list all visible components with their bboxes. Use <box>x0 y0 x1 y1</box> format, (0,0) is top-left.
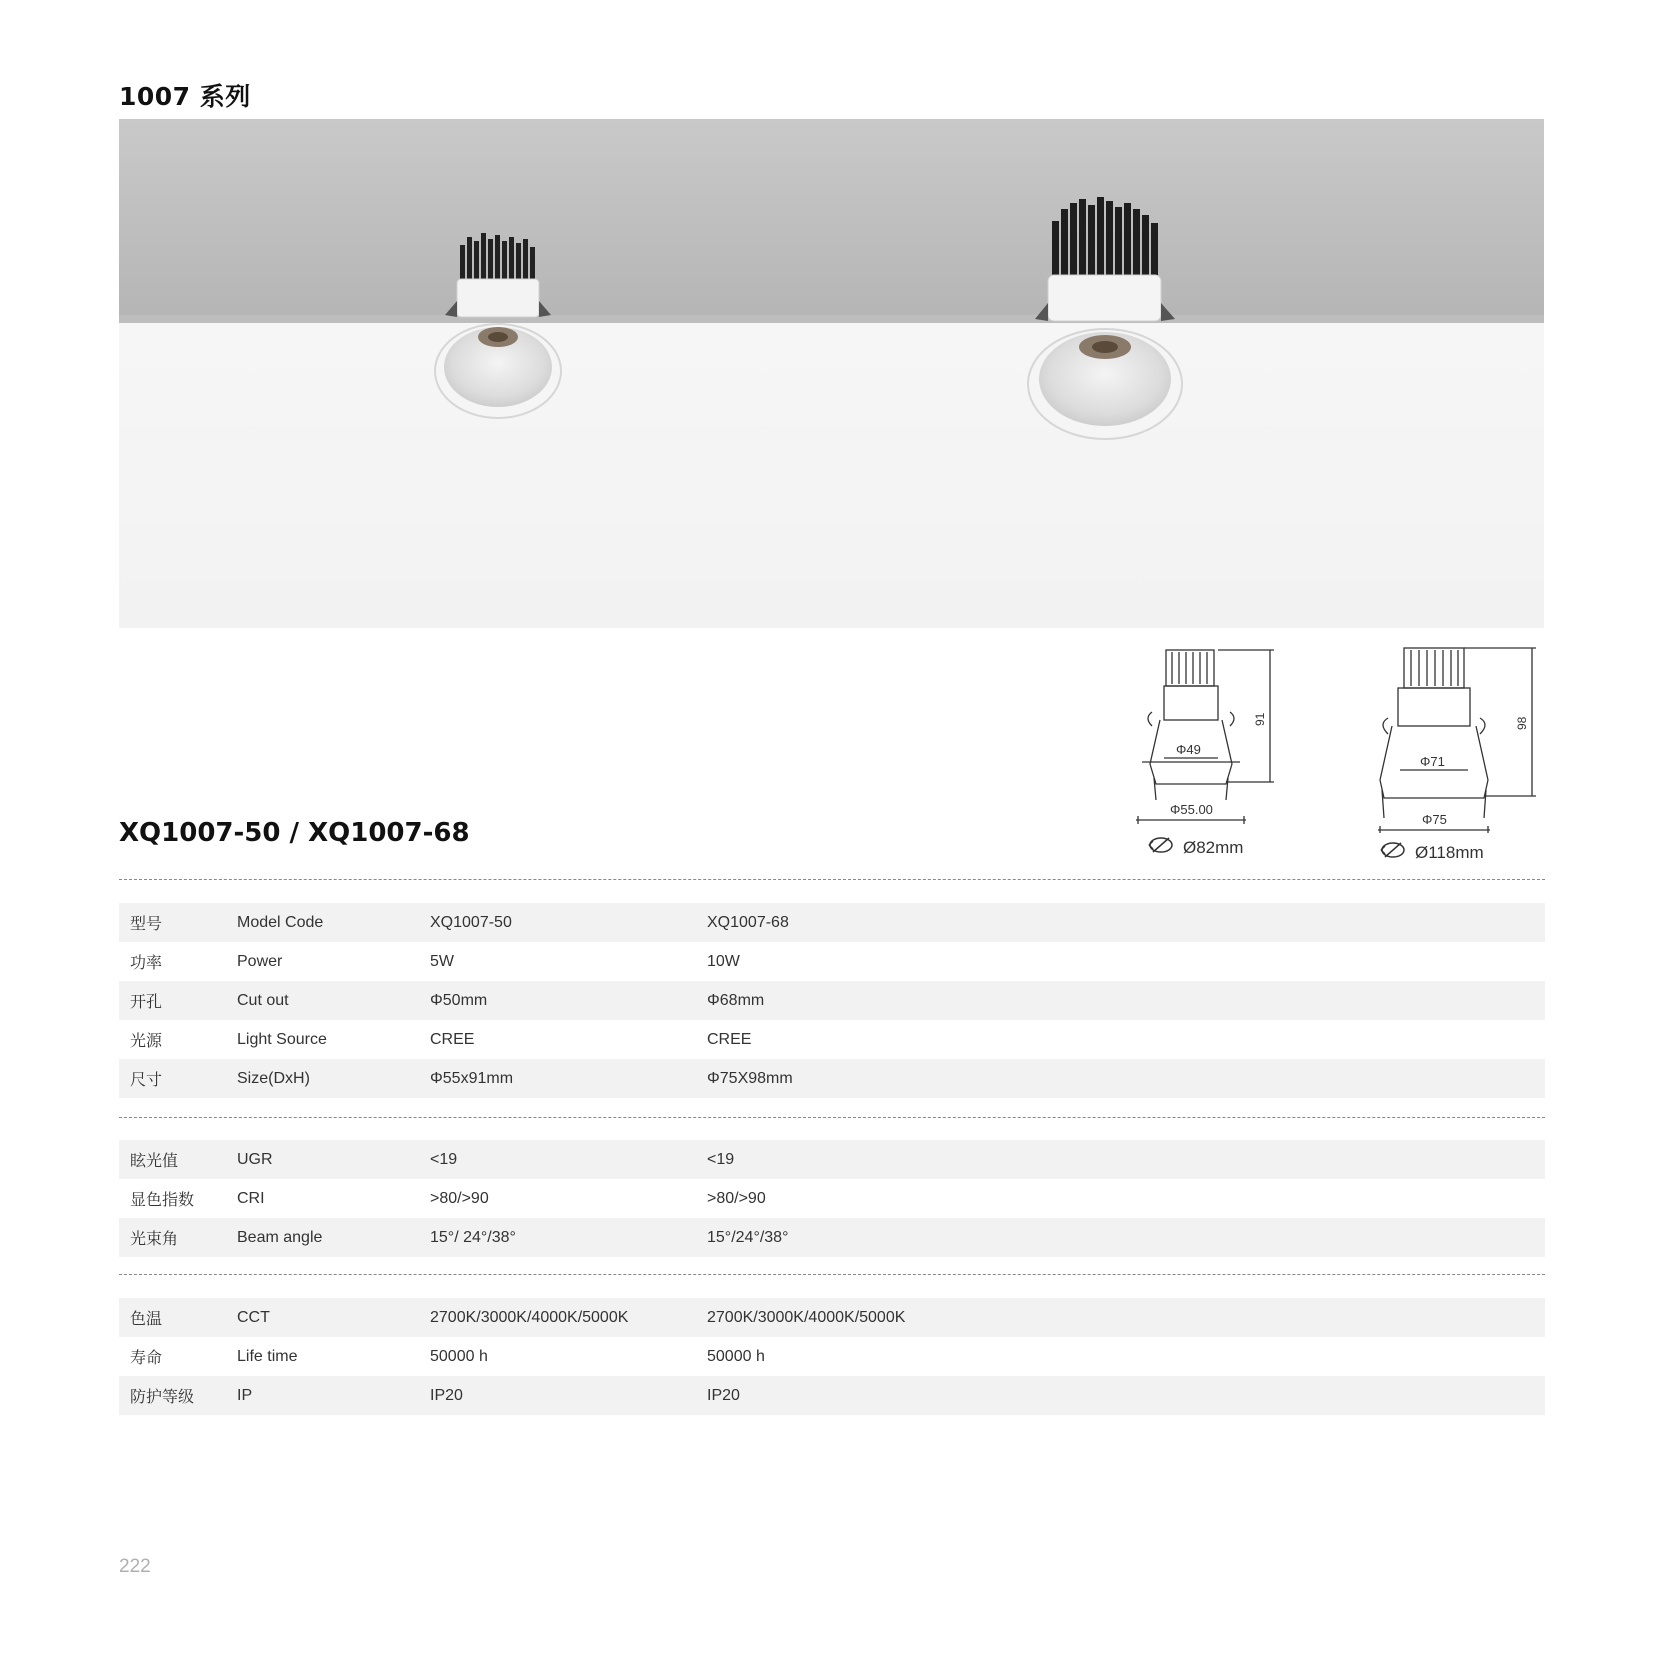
spec-label-en: Power <box>237 952 283 970</box>
spec-value-model-68: XQ1007-68 <box>707 913 789 931</box>
spec-value-model-50: <19 <box>430 1150 458 1168</box>
drawing-outer-diameter: Φ75 <box>1422 812 1447 827</box>
table-row <box>119 903 1545 942</box>
section-divider <box>119 879 1545 880</box>
drawing-height-label: 98 <box>1515 716 1529 730</box>
product-photo <box>119 119 1544 628</box>
spec-label-zh: 光束角 <box>130 1229 179 1248</box>
drawing-height-label: 91 <box>1253 712 1267 726</box>
spec-value-model-68: 50000 h <box>707 1347 765 1365</box>
cutout-label-small <box>1147 836 1243 859</box>
cutout-icon <box>1147 836 1175 859</box>
spec-value-model-50: Φ55x91mm <box>430 1069 514 1087</box>
spec-value-model-50: 2700K/3000K/4000K/5000K <box>430 1308 629 1326</box>
spec-label-en: Cut out <box>237 991 289 1009</box>
spec-value-model-68: IP20 <box>707 1386 740 1404</box>
spec-label-zh: 尺寸 <box>130 1070 163 1089</box>
cutout-icon <box>1379 841 1407 864</box>
drawing-inner-diameter: Φ49 <box>1176 742 1201 757</box>
table-row <box>119 1140 1545 1179</box>
spec-value-model-50: XQ1007-50 <box>430 913 512 931</box>
spec-label-zh: 色温 <box>130 1309 163 1328</box>
technical-drawing-small <box>1130 644 1280 824</box>
spec-group-other <box>119 1298 1545 1415</box>
spec-value-model-50: Φ50mm <box>430 991 488 1009</box>
spec-label-en: Light Source <box>237 1030 327 1048</box>
cutout-value: Ø118mm <box>1415 842 1484 862</box>
spec-value-model-68: >80/>90 <box>707 1189 766 1207</box>
table-row <box>119 1337 1545 1376</box>
cutout-label-large <box>1379 841 1484 864</box>
drawing-inner-diameter: Φ71 <box>1420 754 1445 769</box>
series-title: 1007 系列 <box>119 82 251 111</box>
spec-label-en: UGR <box>237 1150 273 1168</box>
spec-label-en: CRI <box>237 1189 265 1207</box>
spec-label-en: Life time <box>237 1347 298 1365</box>
spec-value-model-68: 10W <box>707 952 740 970</box>
spec-group-basic <box>119 903 1545 1098</box>
spec-label-en: CCT <box>237 1308 270 1326</box>
spec-label-zh: 寿命 <box>130 1348 163 1367</box>
section-divider <box>119 1117 1545 1118</box>
spec-value-model-68: 15°/24°/38° <box>707 1228 789 1246</box>
spec-value-model-68: Φ68mm <box>707 991 765 1009</box>
spec-value-model-50: >80/>90 <box>430 1189 489 1207</box>
spec-value-model-50: 50000 h <box>430 1347 488 1365</box>
spec-label-zh: 眩光值 <box>130 1151 179 1170</box>
table-row <box>119 1376 1545 1415</box>
spec-label-zh: 光源 <box>130 1031 163 1050</box>
spec-label-en: IP <box>237 1386 253 1404</box>
table-row <box>119 942 1545 981</box>
spec-value-model-50: 5W <box>430 952 454 970</box>
spec-label-zh: 开孔 <box>130 992 163 1011</box>
spec-label-en: Size(DxH) <box>237 1069 310 1087</box>
table-row <box>119 1298 1545 1337</box>
spec-label-zh: 型号 <box>130 914 163 933</box>
table-row <box>119 1059 1545 1098</box>
spec-value-model-68: 2700K/3000K/4000K/5000K <box>707 1308 906 1326</box>
model-title: XQ1007-50 / XQ1007-68 <box>119 818 470 848</box>
cutout-value: Ø82mm <box>1183 837 1244 857</box>
spec-value-model-50: IP20 <box>430 1386 463 1404</box>
table-row <box>119 1179 1545 1218</box>
section-divider <box>119 1274 1545 1275</box>
spec-value-model-68: <19 <box>707 1150 735 1168</box>
spec-label-en: Model Code <box>237 913 324 931</box>
table-row <box>119 1218 1545 1257</box>
table-row <box>119 1020 1545 1059</box>
spec-label-zh: 显色指数 <box>130 1190 195 1209</box>
spec-label-en: Beam angle <box>237 1228 323 1246</box>
spec-group-optical <box>119 1140 1545 1257</box>
drawing-outer-diameter: Φ55.00 <box>1170 802 1213 817</box>
technical-drawing-large <box>1364 638 1539 833</box>
spec-value-model-68: Φ75X98mm <box>707 1069 793 1087</box>
spec-value-model-68: CREE <box>707 1030 752 1048</box>
spec-label-zh: 功率 <box>130 953 163 972</box>
page-number: 222 <box>119 1556 151 1577</box>
spec-label-zh: 防护等级 <box>130 1387 195 1406</box>
spec-value-model-50: 15°/ 24°/38° <box>430 1228 516 1246</box>
table-row <box>119 981 1545 1020</box>
spec-value-model-50: CREE <box>430 1030 475 1048</box>
